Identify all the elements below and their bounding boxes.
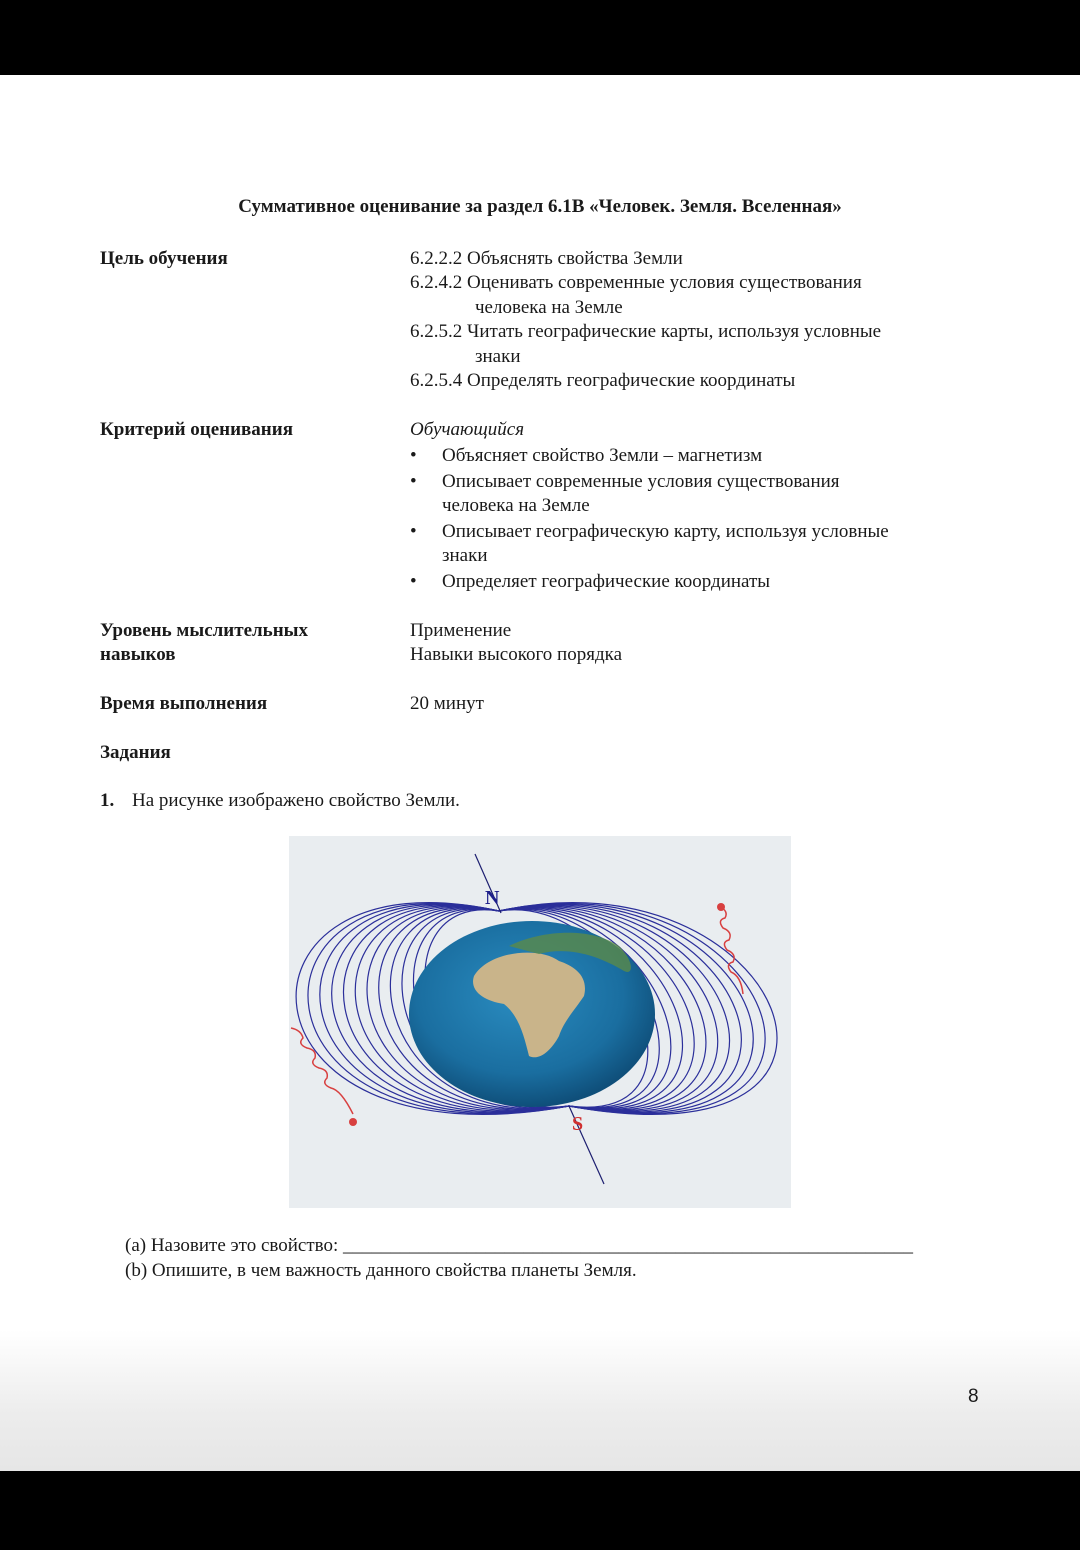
south-pole-label: S bbox=[572, 1113, 584, 1135]
question-part-b: (b) Опишите, в чем важность данного свойства планеты Земля. bbox=[125, 1260, 637, 1281]
criteria-item: Описывает географическую карту, используя условные bbox=[442, 521, 889, 542]
bullet-icon: • bbox=[410, 471, 417, 492]
bullet-icon: • bbox=[410, 571, 417, 592]
earth-magnetic-field-figure bbox=[289, 836, 791, 1208]
time-label: Время выполнения bbox=[100, 693, 268, 714]
goal-line: человека на Земле bbox=[475, 297, 623, 318]
bullet-icon: • bbox=[410, 521, 417, 542]
goal-line: 6.2.5.4 Определять географические координаты bbox=[410, 370, 796, 391]
question-number: 1. bbox=[100, 790, 115, 811]
goal-line: знаки bbox=[475, 346, 521, 367]
criteria-item: Объясняет свойство Земли – магнетизм bbox=[442, 445, 763, 466]
level-value: Применение bbox=[410, 620, 512, 641]
goal-line: 6.2.5.2 Читать географические карты, используя условные bbox=[410, 321, 882, 342]
criteria-label: Критерий оценивания bbox=[100, 419, 293, 440]
time-value: 20 минут bbox=[410, 693, 484, 714]
page-number: 8 bbox=[968, 1386, 979, 1407]
criteria-item: Описывает современные условия существования bbox=[442, 471, 840, 492]
question-text: На рисунке изображено свойство Земли. bbox=[132, 790, 460, 811]
criteria-item: Определяет географические координаты bbox=[442, 571, 771, 592]
question-part-a: (a) Назовите это свойство: ____________________________________________________________ bbox=[125, 1235, 914, 1256]
criteria-item: человека на Земле bbox=[442, 495, 590, 516]
criteria-intro: Обучающийся bbox=[410, 419, 525, 440]
goal-line: 6.2.4.2 Оценивать современные условия существования bbox=[410, 272, 862, 293]
goal-line: 6.2.2.2 Объяснять свойства Земли bbox=[410, 248, 683, 269]
goal-label: Цель обучения bbox=[100, 248, 228, 269]
level-value: Навыки высокого порядка bbox=[410, 644, 622, 665]
bullet-icon: • bbox=[410, 445, 417, 466]
tasks-heading: Задания bbox=[100, 742, 171, 763]
document-title: Суммативное оценивание за раздел 6.1В «Человек. Земля. Вселенная» bbox=[238, 196, 842, 217]
north-pole-label: N bbox=[485, 887, 500, 909]
level-label: навыков bbox=[100, 644, 176, 665]
criteria-item: знаки bbox=[442, 545, 488, 566]
level-label: Уровень мыслительных bbox=[100, 620, 308, 641]
